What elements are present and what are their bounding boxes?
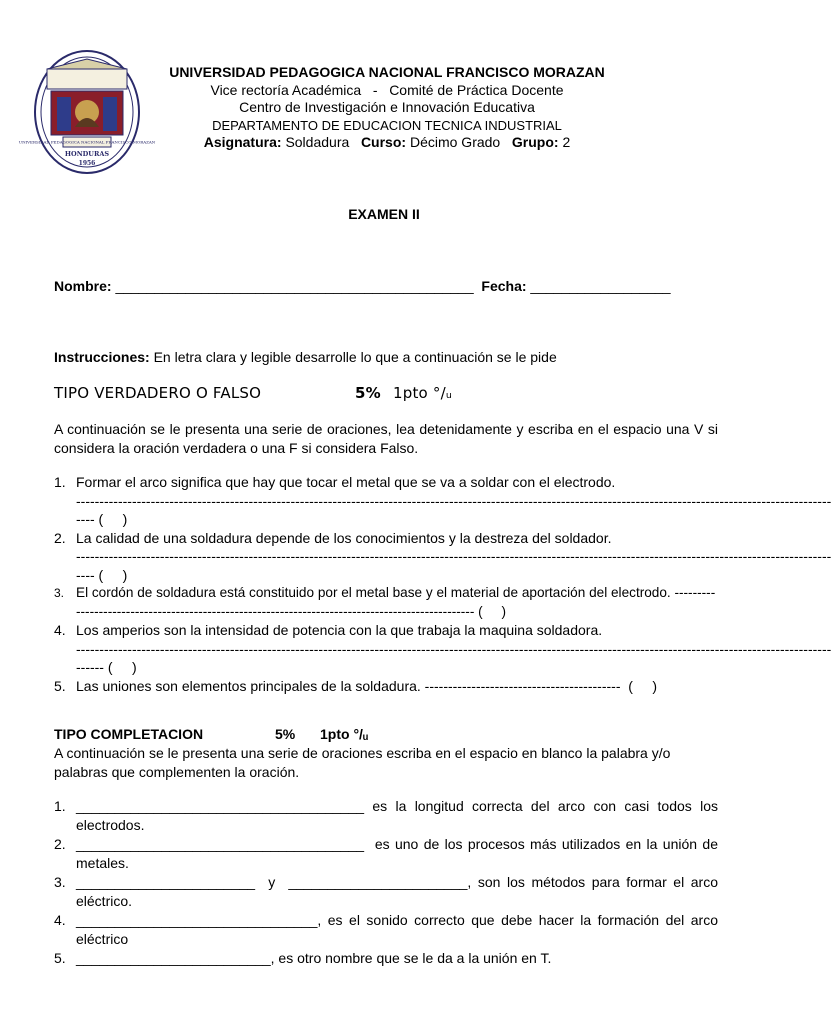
item-number: 3. bbox=[54, 874, 66, 890]
university-seal-icon bbox=[18, 49, 156, 175]
student-info-row bbox=[54, 278, 671, 294]
section1-title: TIPO VERDADERO O FALSO bbox=[54, 384, 262, 402]
section2-title: TIPO COMPLETACION bbox=[54, 726, 204, 742]
exam-title: EXAMEN II bbox=[348, 206, 420, 222]
list-item bbox=[54, 835, 722, 872]
answer-slot[interactable]: ------ ( ) bbox=[76, 659, 137, 675]
item-number: 4. bbox=[54, 912, 66, 928]
item-number: 4. bbox=[54, 622, 66, 638]
item-number: 2. bbox=[54, 529, 66, 546]
section1-list bbox=[54, 473, 831, 695]
date-label: Fecha: bbox=[481, 278, 527, 294]
list-item bbox=[54, 949, 718, 968]
item-text[interactable]: _______________________________, es el sonido correcto que debe hacer la formación del arco eléctrico bbox=[76, 912, 718, 947]
document-header bbox=[140, 64, 634, 152]
dash-line: ------------------------------------------------------------------------------------------------------------------------------------------------------------------ bbox=[76, 492, 831, 509]
item-number: 1. bbox=[54, 798, 66, 814]
section2-list bbox=[54, 797, 722, 968]
curso-value: Décimo Grado bbox=[409, 134, 501, 150]
list-item bbox=[54, 677, 718, 696]
grupo-value: 2 bbox=[562, 134, 571, 150]
section2-intro: A continuación se le presenta una serie de oraciones escriba en el espacio en blanco la palabra y/o palabras que complementen la oración. bbox=[54, 745, 671, 780]
section1-heading bbox=[54, 384, 453, 402]
list-item bbox=[54, 473, 831, 529]
asignatura-label: Asignatura: bbox=[203, 134, 282, 150]
list-item bbox=[54, 621, 831, 677]
list-item bbox=[54, 911, 718, 948]
seal-country: HONDURAS bbox=[64, 150, 110, 158]
vice-rectoria: Vice rectoría Académica - Comité de Práctica Docente bbox=[210, 81, 564, 98]
item-number: 5. bbox=[54, 950, 66, 966]
seal-year: 1956 bbox=[78, 160, 96, 167]
section1-percent: 5% bbox=[355, 384, 381, 402]
item-text[interactable]: _____________________________________ es la longitud correcta del arco con casi todos los electrodos. bbox=[76, 798, 718, 833]
departamento: DEPARTAMENTO DE EDUCACION TECNICA INDUSTRIAL bbox=[212, 117, 562, 133]
item-text: Los amperios son la intensidad de potencia con la que trabaja la maquina soldadora. bbox=[76, 622, 603, 638]
instructions-label: Instrucciones: bbox=[54, 349, 150, 365]
instructions bbox=[54, 349, 557, 365]
list-item bbox=[54, 873, 722, 910]
item-text: Las uniones son elementos principales de la soldadura. ------------------------------------------ ( ) bbox=[76, 677, 658, 694]
section2-points: 1pto °/ᵤ bbox=[320, 726, 369, 742]
section2-percent: 5% bbox=[275, 726, 296, 742]
curso-label: Curso: bbox=[360, 134, 407, 150]
item-text: El cordón de soldadura está constituido por el metal base y el material de aportación del electrodo. ------------------------------------------------------------------------------------------------- ( ) bbox=[76, 585, 716, 619]
name-blank[interactable]: ______________________________________________ bbox=[115, 278, 474, 294]
item-text: La calidad de una soldadura depende de los conocimientos y la destreza del soldador. bbox=[76, 529, 612, 546]
date-blank[interactable]: __________________ bbox=[530, 278, 671, 294]
section1-intro: A continuación se le presenta una serie de oraciones, lea detenidamente y escriba en el espacio una V si considera la oración verdadera o una F si considera Falso. bbox=[54, 421, 718, 456]
item-text[interactable]: _____________________________________ es uno de los procesos más utilizados en la unión de metales. bbox=[76, 836, 722, 871]
seal-top-text: UNIVERSIDAD PEDAGOGICA NACIONAL FRANCISCO MORAZAN bbox=[18, 139, 156, 145]
answer-slot[interactable]: ---- ( ) bbox=[76, 511, 128, 527]
section1-points: 1pto °/ᵤ bbox=[393, 384, 453, 402]
section2-heading bbox=[54, 726, 369, 742]
university-name: UNIVERSIDAD PEDAGOGICA NACIONAL FRANCISCO MORAZAN bbox=[169, 64, 605, 80]
item-text[interactable]: _______________________ y _______________________, son los métodos para formar el arco eléctrico. bbox=[76, 874, 722, 909]
asignatura-value: Soldadura bbox=[285, 134, 350, 150]
item-text[interactable]: _________________________, es otro nombre que se le da a la unión en T. bbox=[76, 950, 552, 966]
list-item bbox=[54, 529, 831, 585]
dash-line: ------------------------------------------------------------------------------------------------------------------------------------------------------------------ bbox=[76, 548, 831, 564]
list-item bbox=[54, 584, 718, 621]
centro: Centro de Investigación e Innovación Educativa bbox=[239, 99, 535, 115]
item-text: Formar el arco significa que hay que tocar el metal que se va a soldar con el electrodo. bbox=[76, 474, 616, 490]
answer-slot[interactable]: ---- ( ) bbox=[76, 566, 128, 583]
dash-line: ------------------------------------------------------------------------------------------------------------------------------------------------------------------ bbox=[76, 640, 831, 657]
name-label: Nombre: bbox=[54, 278, 112, 294]
grupo-label: Grupo: bbox=[511, 134, 559, 150]
item-number: 3. bbox=[54, 586, 65, 600]
item-number: 1. bbox=[54, 474, 66, 490]
item-number: 5. bbox=[54, 677, 66, 694]
instructions-text: En letra clara y legible desarrolle lo que a continuación se le pide bbox=[149, 349, 557, 365]
list-item bbox=[54, 797, 718, 834]
course-info bbox=[140, 134, 634, 152]
item-number: 2. bbox=[54, 836, 66, 852]
